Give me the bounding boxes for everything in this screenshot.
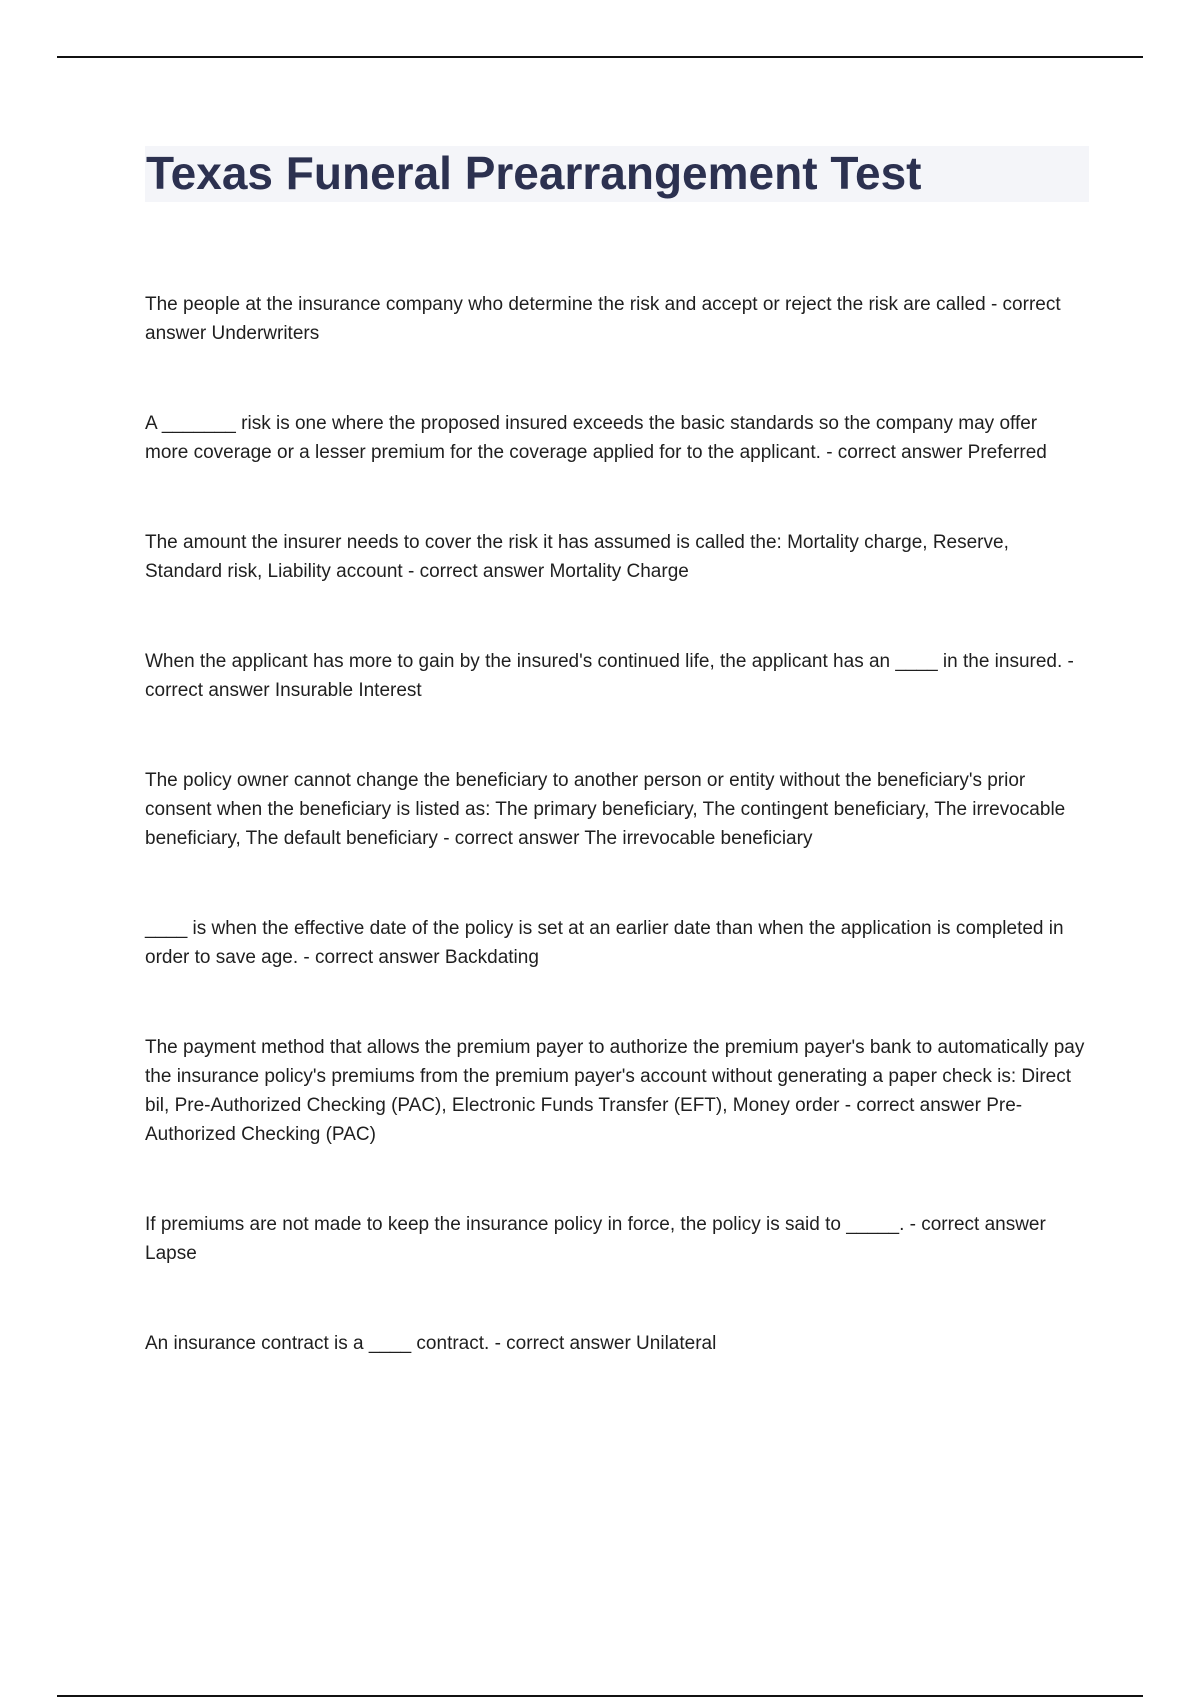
question-unilateral: An insurance contract is a ____ contract. - correct answer Unilateral xyxy=(145,1333,717,1354)
question-underwriters: The people at the insurance company who determine the risk and accept or reject the risk are called - correct answer Underwriters xyxy=(145,294,1061,344)
page-title: Texas Funeral Prearrangement Test xyxy=(146,147,922,199)
top-divider xyxy=(57,56,1143,58)
bottom-divider xyxy=(57,1695,1143,1697)
question-list xyxy=(145,290,1085,1358)
question-backdating: ____ is when the effective date of the policy is set at an earlier date than when the application is completed in order to save age. - correct answer Backdating xyxy=(145,918,1064,968)
question-insurable-interest: When the applicant has more to gain by the insured's continued life, the applicant has an ____ in the insured. - correct answer Insurable Interest xyxy=(145,651,1074,701)
question-pre-authorized-checking: The payment method that allows the premium payer to authorize the premium payer's bank to automatically pay the insurance policy's premiums from the premium payer's account without generating a paper check is: Direct bil, Pre-Authorized Checking (PAC), Electronic Funds Transfer (EFT), Money order - correct answer Pre-Authorized Checking (PAC) xyxy=(145,1037,1085,1145)
question-lapse: If premiums are not made to keep the insurance policy in force, the policy is said to _____. - correct answer Lapse xyxy=(145,1214,1046,1264)
question-preferred-risk: A _______ risk is one where the proposed insured exceeds the basic standards so the company may offer more coverage or a lesser premium for the coverage applied for to the applicant. - correct answer Preferred xyxy=(145,413,1047,463)
question-mortality-charge: The amount the insurer needs to cover the risk it has assumed is called the: Mortality charge, Reserve, Standard risk, Liability account - correct answer Mortality Charge xyxy=(145,532,1009,582)
question-irrevocable-beneficiary: The policy owner cannot change the beneficiary to another person or entity without the beneficiary's prior consent when the beneficiary is listed as: The primary beneficiary, The contingent beneficiary, The irrevocable beneficiary, The default beneficiary - correct answer The irrevocable beneficiary xyxy=(145,770,1066,849)
